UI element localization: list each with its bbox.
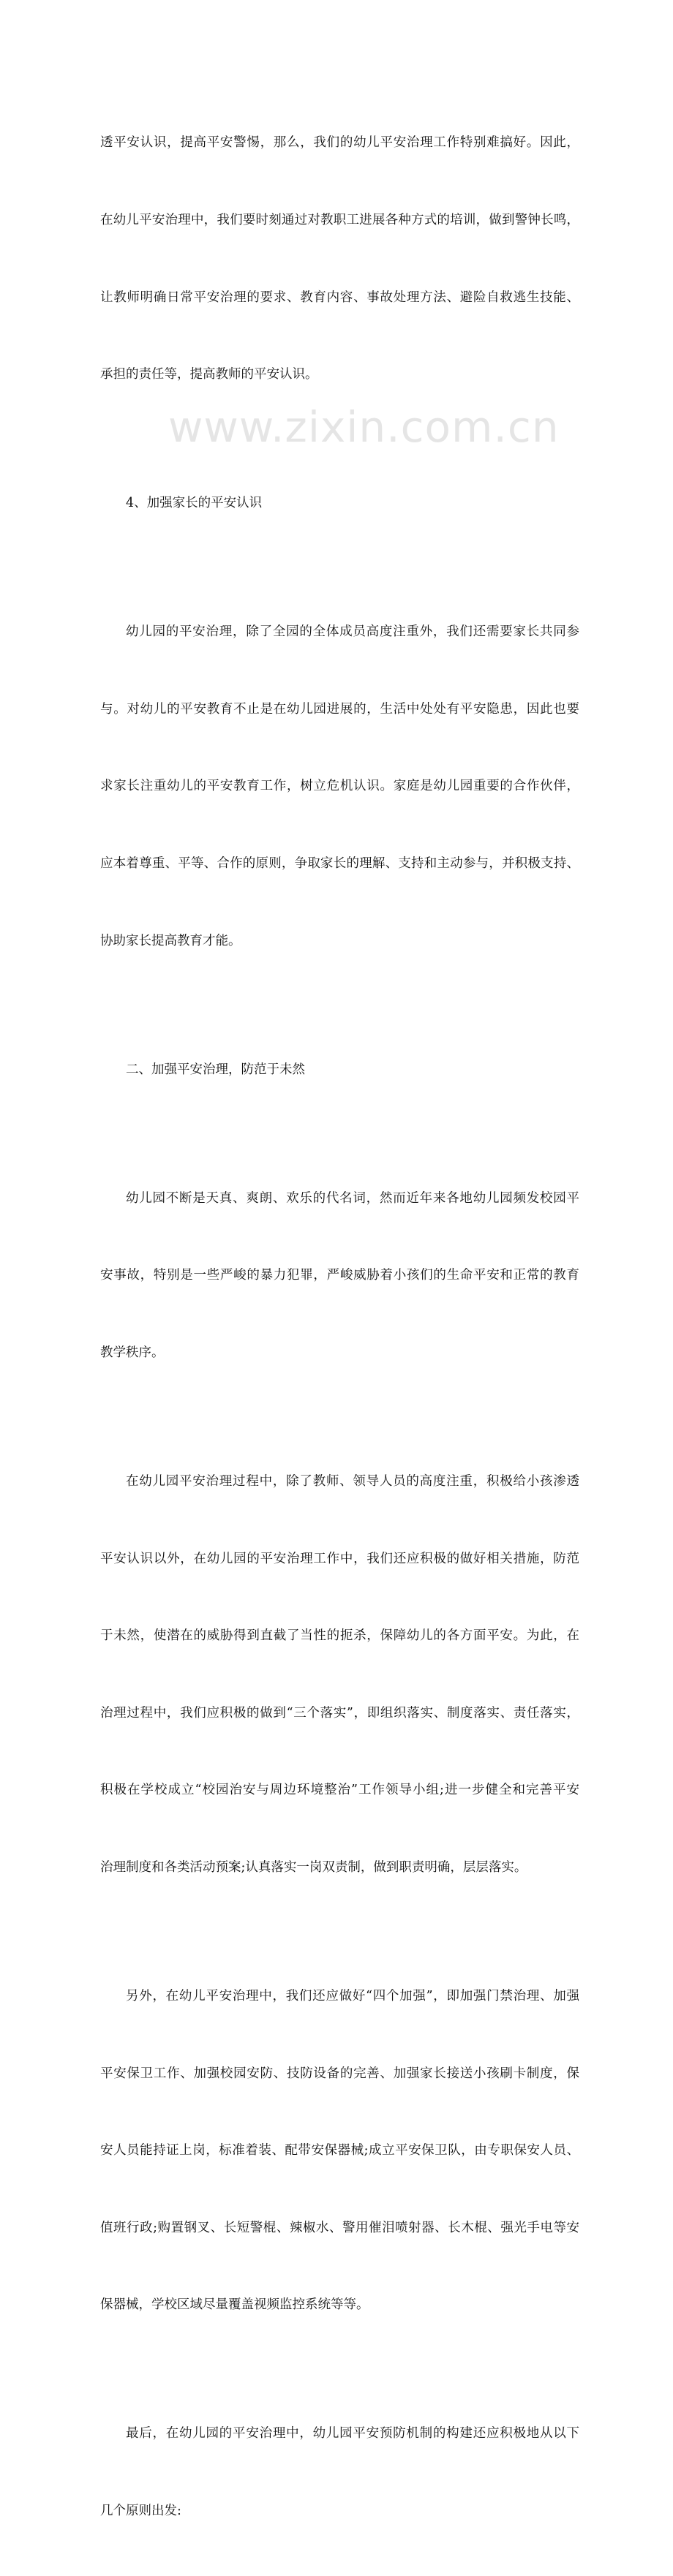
text-line: 平安保卫工作、加强校园安防、技防设备的完善、加强家长接送小孩刷卡制度，保 xyxy=(100,2066,579,2081)
text-line: 几个原则出发: xyxy=(100,2504,181,2519)
text-line: 协助家长提高教育才能。 xyxy=(100,933,241,948)
text-line: 在幼儿平安治理中，我们要时刻通过对教职工进展各种方式的培训，做到警钟长鸣， xyxy=(100,213,579,228)
text-line: 保器械，学校区域尽量覆盖视频监控系统等等。 xyxy=(100,2297,369,2313)
text-line: 教学秩序。 xyxy=(100,1345,165,1360)
heading-text: 二、加强平安治理，防范于未然 xyxy=(126,1062,305,1077)
text-line: 于未然，使潜在的威胁得到直截了当性的扼杀，保障幼儿的各方面平安。为此，在 xyxy=(100,1628,579,1644)
paragraph-management-process xyxy=(100,1418,579,1933)
section-heading-safety-management xyxy=(100,1005,579,1134)
text-line: 与。对幼儿的平安教育不止是在幼儿园进展的，生活中处处有平安隐患，因此也要 xyxy=(100,701,579,717)
text-line: 让教师明确日常平安治理的要求、教育内容、事故处理方法、避险自救逃生技能、 xyxy=(100,290,579,305)
paragraph-four-strengthenings xyxy=(100,1933,579,2370)
text-line: 在幼儿园平安治理过程中，除了教师、领导人员的高度注重，积极给小孩渗透 xyxy=(126,1473,579,1489)
text-line: 幼儿园的平安治理，除了全园的全体成员高度注重外，我们还需要家长共同参 xyxy=(126,624,579,640)
document-body xyxy=(100,79,579,2576)
text-line: 另外，在幼儿平安治理中，我们还应做好“四个加强”，即加强门禁治理、加强 xyxy=(126,1989,579,2004)
paragraph-prevention-principles xyxy=(100,2370,579,2576)
text-line: 幼儿园不断是天真、爽朗、欢乐的代名词，然而近年来各地幼儿园频发校园平 xyxy=(126,1190,579,1206)
text-line: 平安认识以外，在幼儿园的平安治理工作中，我们还应积极的做好相关措施，防范 xyxy=(100,1551,579,1566)
section-heading-parent-awareness xyxy=(100,439,579,568)
text-line: 安人员能持证上岗，标准着装、配带安保器械;成立平安保卫队，由专职保安人员、 xyxy=(100,2143,579,2158)
watermark: www.zixin.com.cn xyxy=(168,402,560,452)
heading-text: 4、加强家长的平安认识 xyxy=(126,496,263,511)
paragraph-parent-awareness xyxy=(100,568,579,1005)
paragraph-kindergarten-incidents xyxy=(100,1134,579,1417)
text-line: 承担的责任等，提高教师的平安认识。 xyxy=(100,367,318,382)
text-line: 应本着尊重、平等、合作的原则，争取家长的理解、支持和主动参与，并积极支持、 xyxy=(100,856,579,872)
text-line: 值班行政;购置钢叉、长短警棍、辣椒水、警用催泪喷射器、长木棍、强光手电等安 xyxy=(100,2220,579,2235)
paragraph-teacher-awareness xyxy=(100,79,579,439)
text-line: 求家长注重幼儿的平安教育工作，树立危机认识。家庭是幼儿园重要的合作伙伴， xyxy=(100,779,579,794)
text-line: 最后，在幼儿园的平安治理中，幼儿园平安预防机制的构建还应积极地从以下 xyxy=(126,2426,579,2441)
text-line: 安事故，特别是一些严峻的暴力犯罪，严峻威胁着小孩们的生命平安和正常的教育 xyxy=(100,1268,579,1283)
text-line: 治理制度和各类活动预案;认真落实一岗双责制，做到职责明确，层层落实。 xyxy=(100,1860,527,1876)
text-line: 透平安认识，提高平安警惕，那么，我们的幼儿平安治理工作特别难搞好。因此， xyxy=(100,135,579,151)
text-line: 积极在学校成立“校园治安与周边环境整治”工作领导小组;进一步健全和完善平安 xyxy=(100,1783,579,1798)
text-line: 治理过程中，我们应积极的做到“三个落实”，即组织落实、制度落实、责任落实， xyxy=(100,1705,579,1721)
